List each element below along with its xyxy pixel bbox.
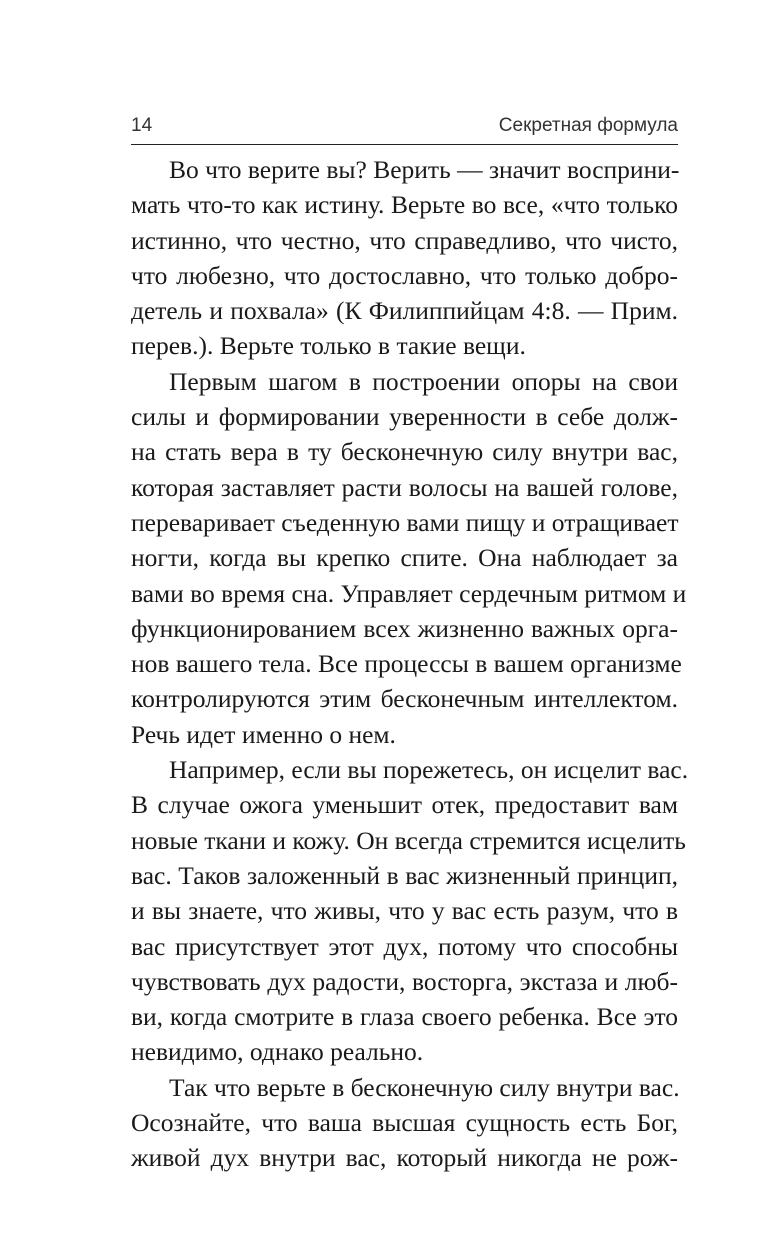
text-line: вас. Таков заложенный в вас жизненный принцип, <box>131 860 678 890</box>
text-line: истинно, что честно, что справедливо, что чисто, <box>131 225 678 255</box>
text-line: функционированием всех жизненно важных орга- <box>131 613 678 643</box>
text-line: Во что верите вы? Верить — значит восприни- <box>169 155 680 184</box>
paragraph <box>131 752 689 1070</box>
text-line: чувствовать дух радости, восторга, экстаза и люб- <box>131 966 678 996</box>
paragraph <box>131 1070 678 1176</box>
text-line: Например, если вы порежетесь, он исцелит вас. <box>169 755 689 785</box>
text-line: и вы знаете, что живы, что у вас есть разум, что в <box>131 896 678 926</box>
page-number: 14 <box>131 115 153 136</box>
text-line: невидимо, однако реально. <box>131 1037 424 1067</box>
text-line: ногти, когда вы крепко спите. Она наблюдает за <box>131 543 678 573</box>
text-line: вас присутствует этот дух, потому что способны <box>131 931 678 961</box>
text-line: нов вашего тела. Все процессы в вашем организме <box>131 649 682 679</box>
text-line: Осознайте, что ваша высшая сущность есть Бог, <box>131 1108 678 1138</box>
text-line: силы и формировании уверенности в себе долж- <box>131 402 678 432</box>
text-line: переваривает съеденную вами пищу и отращивает <box>131 507 679 537</box>
text-line: мать что-то как истину. Верьте во все, «что только <box>131 190 678 220</box>
text-body <box>131 152 689 1176</box>
text-line: на стать вера в ту бесконечную силу внутри вас, <box>131 437 678 467</box>
paragraph <box>131 152 678 364</box>
text-line: которая заставляет расти волосы на вашей голове, <box>131 472 678 502</box>
text-line: детель и похвала» (К Филиппийцам 4:8. — Прим. <box>131 296 678 326</box>
text-line: вами во время сна. Управляет сердечным ритмом и <box>131 578 687 608</box>
text-line: живой дух внутри вас, который никогда не рож- <box>131 1143 678 1173</box>
text-line: Так что верьте в бесконечную силу внутри вас. <box>169 1072 680 1102</box>
text-line: новые ткани и кожу. Он всегда стремится исцелить <box>131 825 686 855</box>
paragraph <box>131 364 687 752</box>
text-line: контролируются этим бесконечным интеллектом. <box>131 684 678 714</box>
text-line: перев.). Верьте только в такие вещи. <box>131 331 526 361</box>
text-line: В случае ожога уменьшит отек, предоставит вам <box>131 790 678 820</box>
text-line: что любезно, что достославно, что только добро- <box>131 260 678 290</box>
text-line: Первым шагом в построении опоры на свои <box>169 366 678 396</box>
book-title: Секретная формула <box>498 115 678 136</box>
text-line: ви, когда смотрите в глаза своего ребенка. Все это <box>131 1002 678 1032</box>
text-line: Речь идет именно о нем. <box>131 719 396 749</box>
running-header <box>131 108 678 145</box>
